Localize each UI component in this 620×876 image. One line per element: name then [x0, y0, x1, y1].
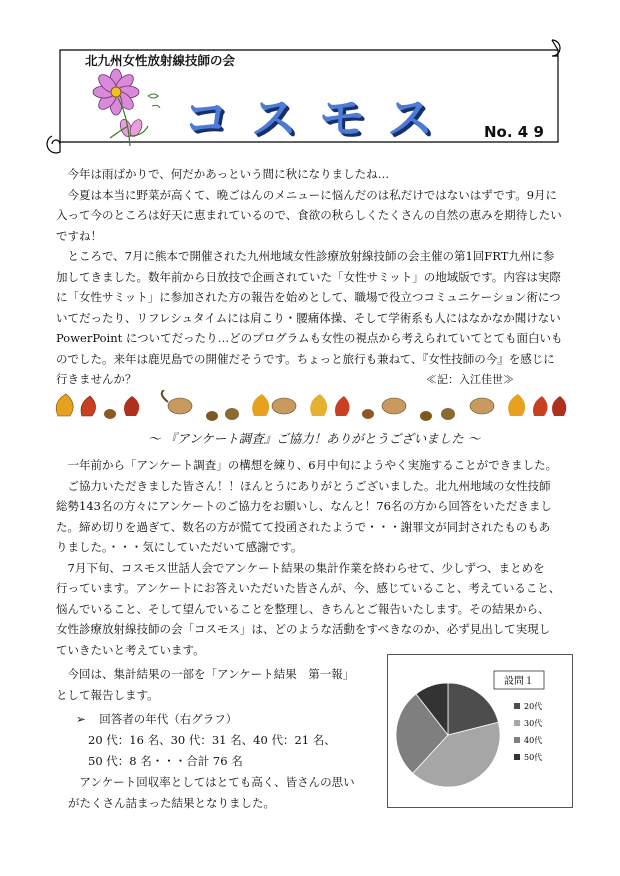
survey-line: 7月下旬、コスモス世話人会でアンケート結果の集計作業を終わらせて、少しずつ、まとめを [67, 560, 545, 575]
legend-swatch [514, 703, 520, 709]
intro-line: に「女性サミット」に参加された方の報告を始めとして、職場で役立つコミュニケーション術につ [56, 290, 561, 304]
age-line: 50 代：8 名・・・合計 76 名 [88, 753, 243, 768]
report-text [56, 664, 376, 705]
survey-line: りました。・・・気にしていただいて感謝です。 [56, 540, 303, 554]
arrow-bullet-icon: ➢ [76, 712, 86, 726]
legend-label: 30代 [524, 719, 543, 728]
intro-line: 今年は雨ばかりで、何だかあっという間に秋になりましたね… [67, 167, 390, 181]
bullet-item [76, 711, 237, 727]
chart-title: 設問１ [504, 676, 534, 687]
survey-line: た。締め切りを過ぎて、数名の方が慌てて投函されたようで・・・謝罪文が同封されたものもあ [56, 519, 551, 534]
legend-swatch [514, 754, 520, 760]
pie-chart [388, 655, 572, 807]
legend-swatch [514, 720, 520, 726]
closing-line: がたくさん詰まった結果となりました。 [68, 795, 275, 810]
closing-text [68, 772, 378, 813]
survey-line: 悩んでいること、そして望んでいることを整理し、きちんとご報告いたします。その結果から、 [56, 601, 550, 616]
intro-line: 行きませんか？ [56, 372, 137, 386]
closing-line: アンケート回収率としてはとても高く、皆さんの思い [79, 775, 355, 789]
legend-label: 50代 [524, 753, 543, 762]
legend-label: 40代 [524, 736, 543, 745]
org-name: 北九州女性放射線技師の会 [85, 53, 236, 68]
intro-line: 今夏は本当に野菜が高くて、晩ごはんのメニューに悩んだのは私だけではないはずです。9月に [67, 187, 558, 202]
intro-text [56, 164, 576, 390]
survey-line: 総勢143名の方々にアンケートのご協力をお願いし、なんと！76名の方から回答をいただきまし [56, 499, 552, 513]
survey-line: ていきたいと考えています。 [56, 642, 205, 657]
intro-line: いてだったり、リフレシュタイムには肩こり・腰痛体操、そして学術系も人にはなかなか聞けない [56, 310, 561, 325]
age-line: 20 代：16 名、30 代：31 名、40 代：21 名、 [88, 733, 336, 747]
survey-heading: ～ 『アンケート調査』ご協力！ありがとうございました ～ [148, 431, 481, 446]
survey-line: ご協力いただきました皆さん！！ほんとうにありがとうございました。北九州地域の女性技師 [67, 478, 551, 493]
pie-chart-frame [387, 654, 573, 808]
age-breakdown [88, 730, 378, 771]
cosmos-flower-icon [88, 66, 170, 148]
legend-label: 20代 [524, 702, 543, 711]
intro-line: ところで、7月に熊本で開催された九州地域女性診療放射線技師の会主催の第1回FRT九州に参 [67, 249, 555, 263]
autumn-decoration [50, 390, 570, 424]
intro-line: PowerPoint についてだったり…どのプログラムも女性の視点から考えられていてとても面白いも [56, 331, 563, 345]
report-line: 今回は、集計結果の一部を「アンケート結果 第一報」 [67, 667, 355, 681]
survey-text [56, 455, 576, 660]
intro-line: ですね！ [56, 228, 102, 243]
intro-line: 加してきました。数年前から日放技で企画されていた「女性サミット」の地域版です。内容は実際 [56, 269, 561, 284]
survey-line: 女性診療放射線技師の会「コスモス」は、どのような活動をすべきなのか、必ず見出して実現し [56, 622, 551, 636]
intro-line: 入って今のところは好天に恵まれているので、食欲の秋らしくたくさんの自然の恵みを期待したい [56, 208, 562, 222]
survey-line: 一年前から「アンケート調査」の構想を練り、6月中旬にようやく実施することができました。 [67, 458, 558, 472]
bullet-label: 回答者の年代（右グラフ） [99, 712, 238, 726]
survey-line: 行っています。アンケートにお答えいただいた皆さんが、今、感じていること、考えていること、 [56, 581, 561, 595]
legend-swatch [514, 737, 520, 743]
issue-number: No. 4 9 [484, 123, 544, 141]
signature: ≪記：入江佳世≫ [426, 373, 514, 386]
intro-line: のでした。来年は鹿児島での開催だそうです。ちょっと旅行も兼ねて、『女性技師の今』を感じに [56, 351, 555, 366]
newsletter-title: コスモス [183, 91, 455, 145]
report-line: として報告します。 [56, 687, 159, 702]
